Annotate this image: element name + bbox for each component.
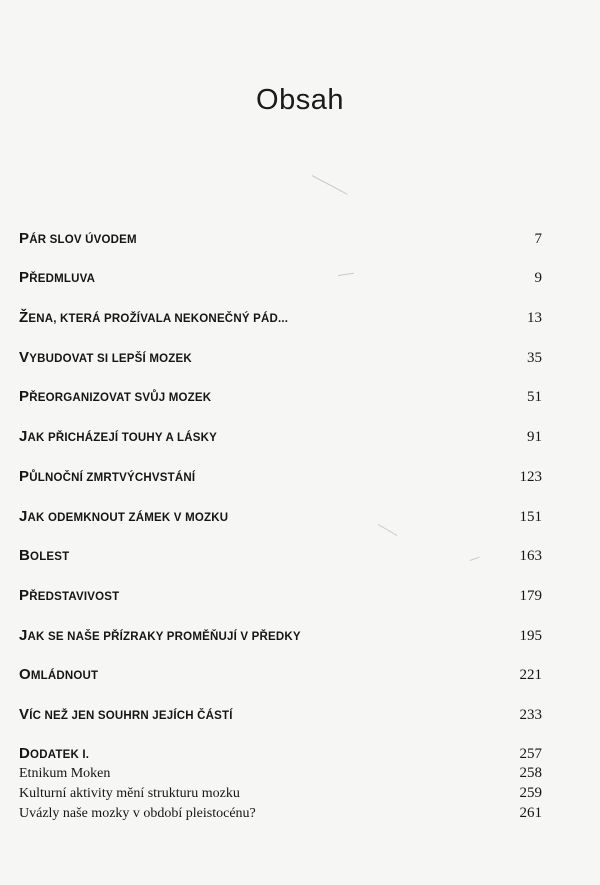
toc-entry-page: 257: [519, 746, 542, 762]
page-title-text: Obsah: [256, 84, 344, 116]
toc-subentry-label: Kulturní aktivity mění strukturu mozku: [19, 786, 240, 801]
toc-subentry: [19, 805, 542, 823]
toc-entry-label: PŘEORGANIZOVAT SVŮJ MOZEK: [19, 388, 212, 405]
toc-entry-label: PŮLNOČNÍ ZMRTVÝCHVSTÁNÍ: [19, 468, 196, 485]
toc-entry-page: 195: [519, 628, 542, 644]
toc-entry: [19, 706, 542, 728]
toc-entry: [19, 388, 542, 410]
toc-entry: [19, 428, 542, 450]
toc-entry-label: JAK SE NAŠE PŘÍZRAKY PROMĚŇUJÍ V PŘEDKY: [19, 627, 301, 644]
toc-entry-page: 7: [534, 231, 542, 247]
toc-entry: [19, 468, 542, 490]
toc-entry: [19, 508, 542, 530]
toc-entry-page: 35: [527, 350, 542, 366]
toc-entry: [19, 745, 542, 767]
toc-entry-label: JAK ODEMKNOUT ZÁMEK V MOZKU: [19, 508, 229, 525]
toc-entry: [19, 269, 542, 291]
toc-entry-label: PŘEDMLUVA: [19, 269, 96, 286]
toc-entry: [19, 666, 542, 688]
toc-subentry-label: Uvázly naše mozky v období pleistocénu?: [19, 806, 256, 821]
toc-entry-label: VÍC NEŽ JEN SOUHRN JEJÍCH ČÁSTÍ: [19, 706, 233, 723]
toc-entry-page: 233: [519, 707, 542, 723]
toc-entry: [19, 547, 542, 569]
toc-entry-page: 9: [534, 270, 542, 286]
toc-entry: [19, 587, 542, 609]
toc-entry-page: 151: [519, 509, 542, 525]
toc-entry: [19, 349, 542, 371]
toc-entry-label: PŘEDSTAVIVOST: [19, 587, 120, 604]
toc-subentry: [19, 765, 542, 783]
toc-entry-label: BOLEST: [19, 547, 70, 564]
toc-entry-page: 51: [527, 389, 542, 405]
toc-entry: [19, 627, 542, 649]
toc-subentry-page: 261: [519, 805, 542, 821]
toc-entry-page: 179: [519, 588, 542, 604]
toc-entry-page: 163: [519, 548, 542, 564]
toc-subentry: [19, 785, 542, 803]
toc-entry-label: JAK PŘICHÁZEJÍ TOUHY A LÁSKY: [19, 428, 217, 445]
toc-subentry-label: Etnikum Moken: [19, 766, 111, 781]
toc-entry-label: PÁR SLOV ÚVODEM: [19, 230, 137, 247]
toc-entry-label: VYBUDOVAT SI LEPŠÍ MOZEK: [19, 349, 192, 366]
toc-entry-label: ŽENA, KTERÁ PROŽÍVALA NEKONEČNÝ PÁD...: [19, 309, 289, 326]
page-title: [0, 84, 600, 117]
toc-entry: [19, 230, 542, 252]
toc-entry-label: OMLÁDNOUT: [19, 666, 99, 683]
toc-entry-label: DODATEK I.: [19, 745, 90, 762]
toc-entry-page: 123: [519, 469, 542, 485]
toc-entry: [19, 309, 542, 331]
toc-entry-page: 13: [527, 310, 542, 326]
toc-entry-page: 221: [519, 667, 542, 683]
toc-subentry-page: 258: [519, 765, 542, 781]
scan-mark: [312, 175, 348, 195]
toc-subentry-page: 259: [519, 785, 542, 801]
toc-entry-page: 91: [527, 429, 542, 445]
